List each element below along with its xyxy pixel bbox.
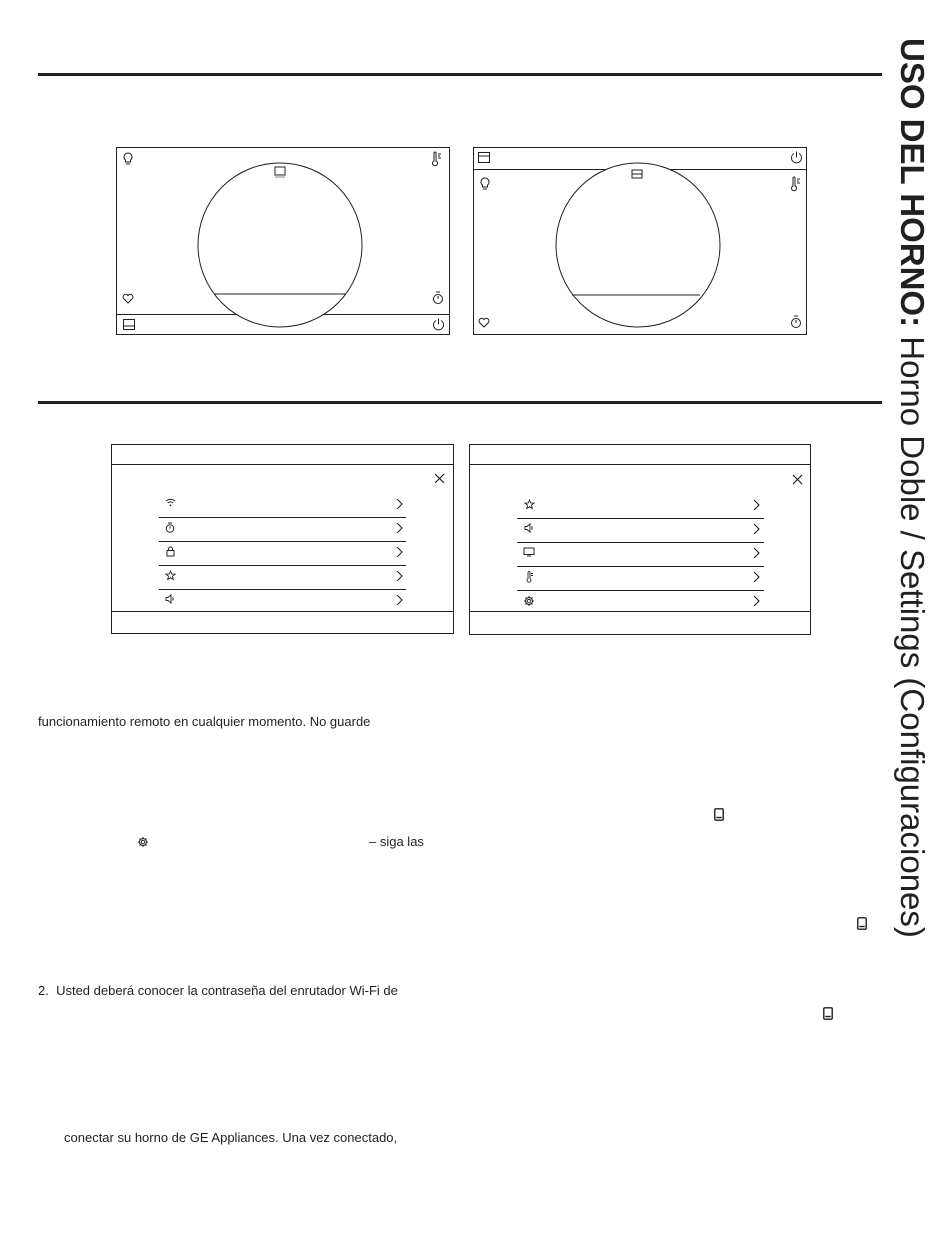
settings-row-display[interactable] (517, 543, 764, 567)
side-title (892, 38, 932, 938)
thermometer-icon[interactable] (789, 176, 801, 192)
chevron-right-icon (753, 547, 760, 559)
settings-row-lock[interactable] (159, 542, 406, 566)
speaker-icon (524, 523, 535, 533)
oven-panel-left (116, 147, 450, 335)
timer-icon[interactable] (432, 291, 444, 305)
settings-row-timer[interactable] (159, 518, 406, 542)
wifi-icon (165, 498, 176, 507)
oven-icon[interactable] (478, 152, 490, 163)
gear-icon (137, 836, 149, 848)
chevron-right-icon (396, 546, 403, 558)
side-title-bold: USO DEL HORNO: (894, 38, 931, 328)
oven-panel-right (473, 147, 807, 335)
power-icon[interactable] (432, 318, 445, 331)
section-rule-middle (38, 401, 882, 404)
thermometer-icon[interactable] (430, 151, 442, 167)
settings-row-wifi[interactable] (159, 494, 406, 518)
magnifier-circle (195, 156, 365, 328)
chevron-right-icon (753, 499, 760, 511)
body-text-line: conectar su horno de GE Appliances. Una vez conectado, (64, 1130, 398, 1145)
settings-row-settings[interactable] (517, 591, 764, 614)
close-icon[interactable] (434, 473, 445, 484)
settings-row-star[interactable] (159, 566, 406, 590)
magnifier-circle (553, 156, 723, 328)
body-text-line: – siga las (369, 834, 424, 849)
chevron-right-icon (753, 571, 760, 583)
settings-row-sound[interactable] (517, 519, 764, 543)
timer-icon (165, 522, 175, 533)
bulb-icon[interactable] (122, 152, 134, 166)
close-icon[interactable] (792, 474, 803, 485)
tablet-icon (823, 1007, 833, 1020)
display-icon (523, 547, 535, 557)
settings-row-star[interactable] (517, 495, 764, 519)
power-icon[interactable] (790, 151, 803, 164)
bulb-icon[interactable] (479, 177, 491, 191)
side-title-rest: Horno Doble / Settings (Configuraciones) (894, 327, 931, 938)
body-text-line: funcionamiento remoto en cualquier momento. No guarde (38, 714, 371, 729)
chevron-right-icon (396, 522, 403, 534)
tablet-icon (857, 917, 867, 930)
heart-icon[interactable] (478, 317, 490, 328)
chevron-right-icon (396, 594, 403, 606)
heart-icon[interactable] (122, 293, 134, 304)
settings-menu-right (469, 444, 811, 635)
timer-icon[interactable] (790, 315, 802, 329)
chevron-right-icon (396, 570, 403, 582)
settings-menu-right-header-line (470, 464, 810, 465)
star-icon (165, 570, 176, 581)
thermometer-icon (525, 571, 534, 583)
gear-icon (523, 595, 535, 607)
lock-icon (166, 546, 175, 557)
section-rule-top (38, 73, 882, 76)
tablet-icon (714, 808, 724, 821)
settings-menu-left (111, 444, 454, 634)
settings-menu-left-header-line (112, 464, 453, 465)
settings-row-sound[interactable] (159, 590, 406, 613)
numbered-step-2: 2. Usted deberá conocer la contraseña del enrutador Wi-Fi de (38, 983, 398, 998)
oven-icon[interactable] (123, 319, 135, 330)
chevron-right-icon (753, 523, 760, 535)
settings-row-temperature[interactable] (517, 567, 764, 591)
chevron-right-icon (753, 595, 760, 607)
star-icon (524, 499, 535, 510)
chevron-right-icon (396, 498, 403, 510)
speaker-icon (165, 594, 176, 604)
